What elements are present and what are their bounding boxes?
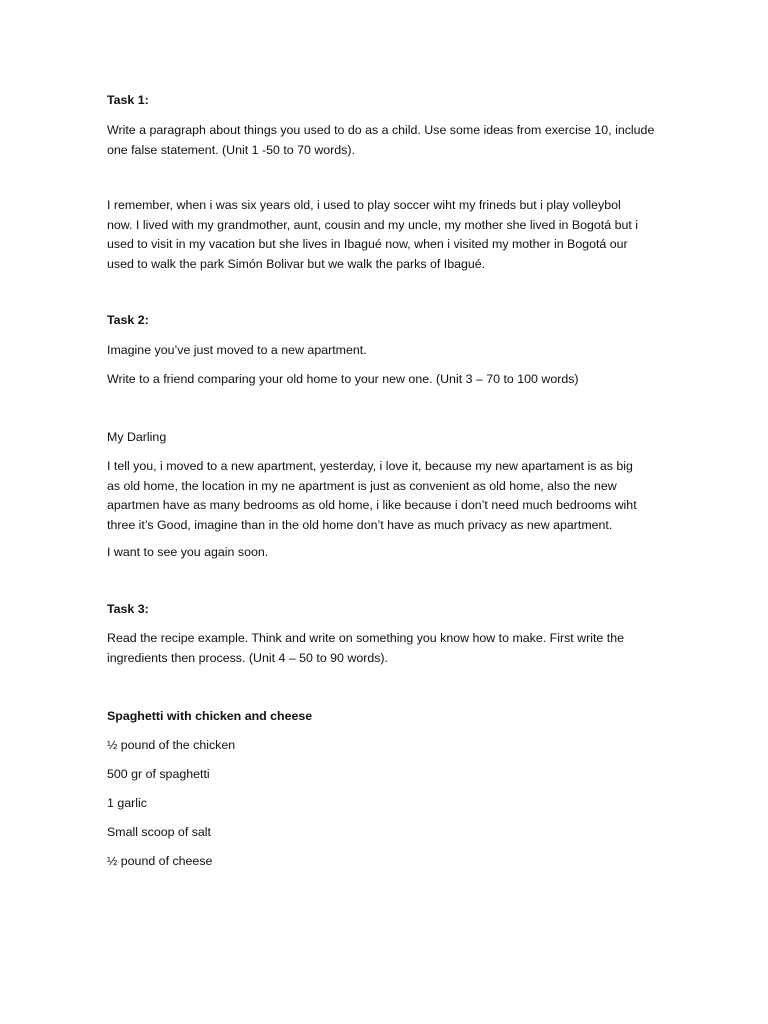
task-2-prompt-line-2: Write to a friend comparing your old home to your new one. (Unit 3 – 70 to 100 words) bbox=[107, 372, 579, 386]
task-2-heading: Task 2: bbox=[107, 313, 149, 327]
answer-line: I remember, when i was six years old, i used to play soccer wiht my frineds but i play volleybol bbox=[107, 198, 621, 212]
ingredient-item: 1 garlic bbox=[107, 796, 147, 810]
task-3-heading: Task 3: bbox=[107, 602, 149, 616]
task-1-heading: Task 1: bbox=[107, 93, 149, 107]
ingredient-item: 500 gr of spaghetti bbox=[107, 767, 210, 781]
ingredient-item: Small scoop of salt bbox=[107, 825, 211, 839]
letter-greeting: My Darling bbox=[107, 430, 167, 444]
prompt-line: Read the recipe example. Think and write on something you know how to make. First write the bbox=[107, 631, 624, 645]
prompt-line: ingredients then process. (Unit 4 – 50 to 90 words). bbox=[107, 650, 389, 665]
recipe-title: Spaghetti with chicken and cheese bbox=[107, 709, 313, 723]
ingredient-item: ½ pound of the chicken bbox=[107, 738, 236, 752]
task-3-prompt bbox=[107, 629, 667, 668]
answer-line: now. I lived with my grandmother, aunt, cousin and my uncle, my mother she lived in Bogotá but i bbox=[107, 217, 639, 232]
answer-line: used to visit in my vacation but she lives in Ibagué now, when i visited my mother in Bogotá our bbox=[107, 237, 628, 251]
ingredient-item: ½ pound of cheese bbox=[107, 854, 213, 868]
answer-line: I tell you, i moved to a new apartment, yesterday, i love it, because my new apartament is as big bbox=[107, 459, 633, 473]
answer-line: used to walk the park Simón Bolivar but we walk the parks of Ibagué. bbox=[107, 256, 486, 271]
task-1-answer bbox=[107, 196, 667, 274]
answer-line: three it’s Good, imagine than in the old home don’t have as much privacy as new apartment. bbox=[107, 517, 613, 532]
task-2-prompt-line-1: Imagine you’ve just moved to a new apartment. bbox=[107, 343, 367, 357]
prompt-line: Write a paragraph about things you used to do as a child. Use some ideas from exercise 10, include bbox=[107, 123, 655, 137]
prompt-line: one false statement. (Unit 1 -50 to 70 words). bbox=[107, 142, 355, 157]
task-2-answer bbox=[107, 457, 667, 535]
letter-closing: I want to see you again soon. bbox=[107, 545, 269, 559]
answer-line: as old home, the location in my ne apartment is just as convenient as old home, also the new bbox=[107, 478, 617, 493]
answer-line: apartmen have as many bedrooms as old home, i like because i don’t need much bedrooms wiht bbox=[107, 498, 637, 512]
task-1-prompt bbox=[107, 121, 667, 160]
